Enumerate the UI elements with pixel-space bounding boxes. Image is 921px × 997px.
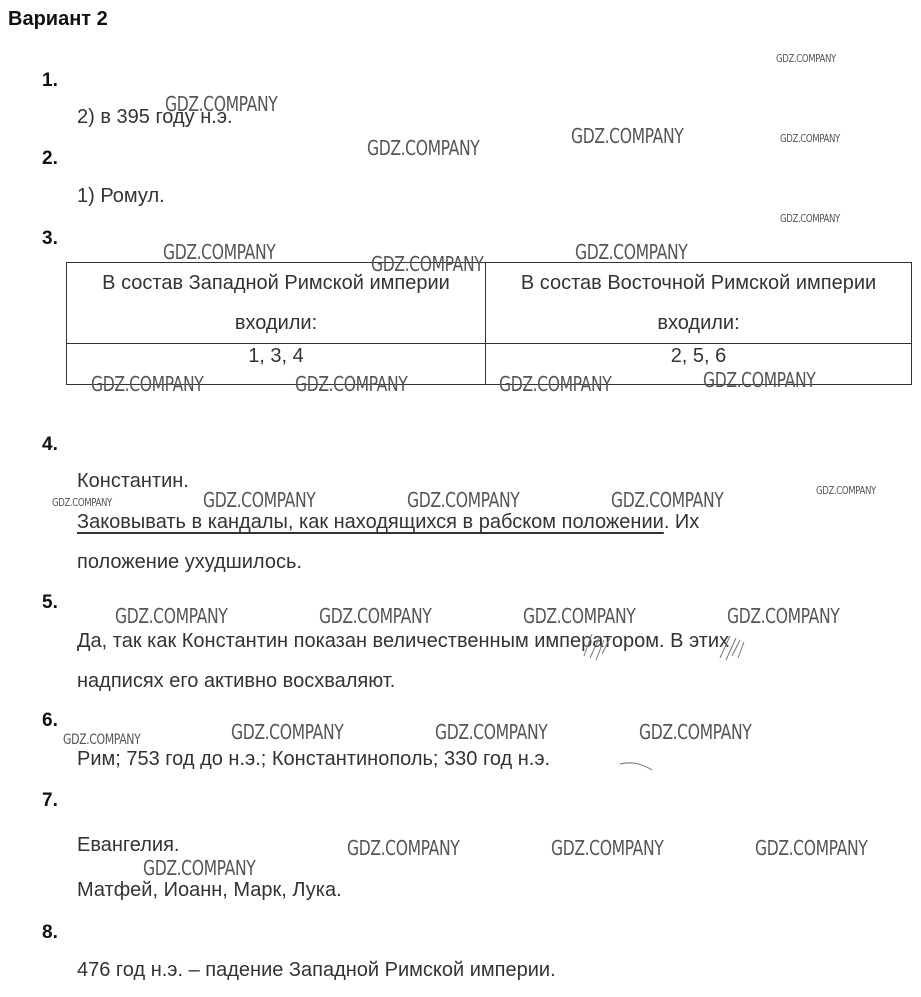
answer-4-line-1: Константин. [77,470,189,492]
question-number-6: 6. [42,710,58,731]
watermark: GDZ.COMPANY [115,604,228,628]
answer-7-line-1: Евангелия. [77,834,180,856]
answer-6: Рим; 753 год до н.э.; Константинополь; 330 год н.э. [77,748,551,770]
question-number-5: 5. [42,592,58,613]
watermark: GDZ.COMPANY [780,132,840,145]
question-number-8: 8. [42,922,58,943]
watermark: GDZ.COMPANY [165,92,278,116]
watermark: GDZ.COMPANY [499,372,612,396]
watermark: GDZ.COMPANY [571,124,684,148]
watermark: GDZ.COMPANY [231,720,344,744]
watermark: GDZ.COMPANY [319,604,432,628]
answer-5-line-2: надписях его активно восхваляют. [77,670,396,692]
watermark: GDZ.COMPANY [611,488,724,512]
watermark: GDZ.COMPANY [727,604,840,628]
watermark: GDZ.COMPANY [755,836,868,860]
answer-8: 476 год н.э. – падение Западной Римской империи. [77,959,556,981]
table-cell-east: 2, 5, 6 [486,344,912,385]
watermark: GDZ.COMPANY [776,52,836,65]
answer-4-line-2-rest: . Их [663,511,700,533]
scribble-mark-2 [618,758,658,772]
question-number-2: 2. [42,148,58,169]
scribble-mark [580,630,750,662]
question-number-3: 3. [42,228,58,249]
watermark: GDZ.COMPANY [371,252,484,276]
answer-5-line-1: Да, так как Константин показан величественным императором. В этих [77,630,730,652]
watermark: GDZ.COMPANY [816,484,876,497]
underlined-phrase: Заковывать в кандалы, как находящихся в рабском положении [77,511,664,533]
table-cell-west: 1, 3, 4 [67,344,486,385]
watermark: GDZ.COMPANY [347,836,460,860]
table-header-east: В состав Восточной Римской империи входили: [486,263,912,344]
watermark: GDZ.COMPANY [63,732,141,748]
watermark: GDZ.COMPANY [163,240,276,264]
watermark: GDZ.COMPANY [703,368,816,392]
answer-7-line-2: Матфей, Иоанн, Марк, Лука. [77,879,342,901]
watermark: GDZ.COMPANY [91,372,204,396]
question-number-1: 1. [42,70,58,91]
watermark: GDZ.COMPANY [407,488,520,512]
answer-4-line-3: положение ухудшилось. [77,551,302,573]
question-number-7: 7. [42,790,58,811]
question-number-4: 4. [42,434,58,455]
watermark: GDZ.COMPANY [203,488,316,512]
watermark: GDZ.COMPANY [367,136,480,160]
watermark: GDZ.COMPANY [523,604,636,628]
watermark: GDZ.COMPANY [295,372,408,396]
watermark: GDZ.COMPANY [52,496,112,509]
watermark: GDZ.COMPANY [780,212,840,225]
answer-2: 1) Ромул. [77,185,165,207]
watermark: GDZ.COMPANY [639,720,752,744]
table-header-west: В состав Западной Римской империи входили: [67,263,486,344]
watermark: GDZ.COMPANY [551,836,664,860]
page-title: Вариант 2 [8,8,108,30]
watermark: GDZ.COMPANY [143,856,256,880]
watermark: GDZ.COMPANY [575,240,688,264]
empire-table [66,262,912,385]
answer-4-line-2 [77,511,699,534]
watermark: GDZ.COMPANY [435,720,548,744]
answer-1: 2) в 395 году н.э. [77,106,233,128]
